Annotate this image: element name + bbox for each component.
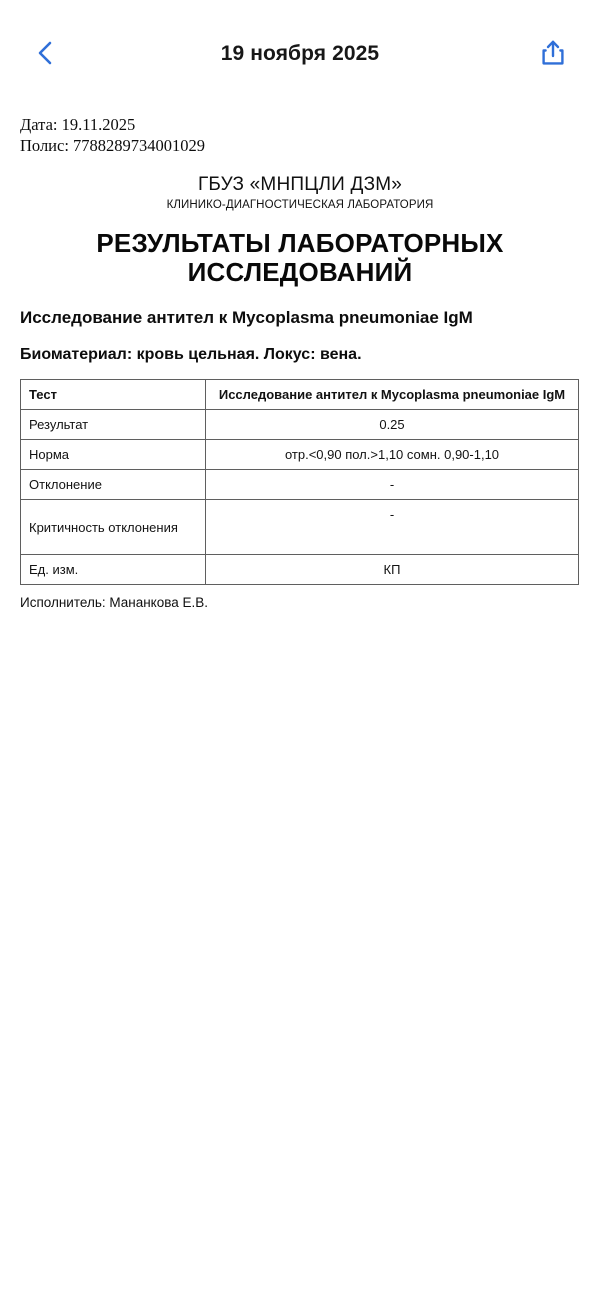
table-row bbox=[21, 555, 579, 585]
report-title-line-1: РЕЗУЛЬТАТЫ ЛАБОРАТОРНЫХ bbox=[96, 227, 504, 258]
table-row bbox=[21, 470, 579, 500]
row-value: отр.<0,90 пол.>1,10 сомн. 0,90-1,10 bbox=[206, 439, 579, 469]
row-value: - bbox=[206, 470, 579, 500]
study-name: Исследование антител к Mycoplasma pneumoniae IgM bbox=[20, 308, 473, 328]
table-row bbox=[21, 439, 579, 469]
page-title: 19 ноября 2025 bbox=[220, 42, 380, 65]
organization-subtitle: КЛИНИКО-ДИАГНОСТИЧЕСКАЯ ЛАБОРАТОРИЯ bbox=[166, 199, 434, 212]
report-title-line-2: ИССЛЕДОВАНИЙ bbox=[187, 256, 413, 287]
lab-report-document bbox=[0, 114, 600, 612]
row-label: Норма bbox=[21, 439, 206, 469]
report-title bbox=[20, 229, 580, 287]
row-value: 0.25 bbox=[206, 409, 579, 439]
table-header-row bbox=[21, 379, 579, 409]
row-label: Результат bbox=[21, 409, 206, 439]
table-header-study: Исследование антител к Mycoplasma pneumoniae IgM bbox=[206, 379, 579, 409]
organization-header bbox=[20, 174, 580, 213]
report-meta bbox=[20, 114, 580, 156]
share-icon bbox=[540, 38, 566, 71]
report-date: Дата: 19.11.2025 bbox=[20, 115, 136, 134]
back-button[interactable] bbox=[22, 31, 68, 77]
row-value: КП bbox=[206, 555, 579, 585]
row-label: Ед. изм. bbox=[21, 555, 206, 585]
organization-name: ГБУЗ «МНПЦЛИ ДЗМ» bbox=[197, 174, 403, 196]
table-row bbox=[21, 409, 579, 439]
chevron-left-icon bbox=[33, 38, 57, 71]
results-table bbox=[20, 379, 579, 586]
row-value: - bbox=[206, 500, 579, 555]
row-label: Отклонение bbox=[21, 470, 206, 500]
table-row bbox=[21, 500, 579, 555]
navigation-bar bbox=[0, 0, 600, 108]
table-header-test: Тест bbox=[21, 379, 206, 409]
row-label: Критичность отклонения bbox=[21, 500, 206, 555]
performer-line: Исполнитель: Мананкова Е.В. bbox=[20, 595, 209, 611]
insurance-policy: Полис: 7788289734001029 bbox=[20, 136, 206, 156]
share-button[interactable] bbox=[530, 31, 576, 77]
biomaterial-info: Биоматериал: кровь цельная. Локус: вена. bbox=[20, 346, 362, 364]
